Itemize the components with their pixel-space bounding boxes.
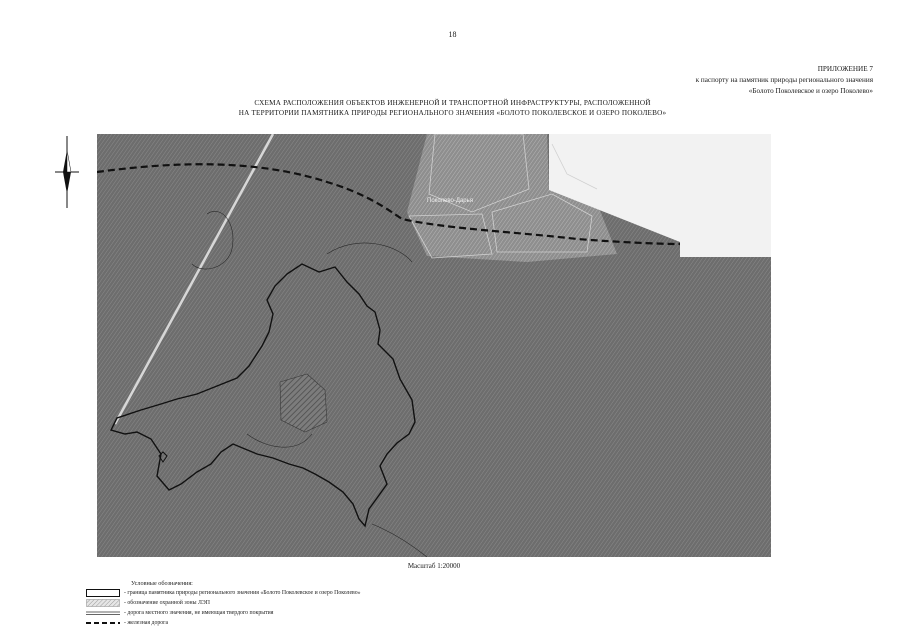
schema-title-line-2: НА ТЕРРИТОРИИ ПАМЯТНИКА ПРИРОДЫ РЕГИОНАЛЬНОГО ЗНАЧЕНИЯ «БОЛОТО ПОКОЛЕВСКОЕ И ОЗЕРО ПОКОЛЕВО» xyxy=(238,109,667,117)
schema-title-line-1: СХЕМА РАСПОЛОЖЕНИЯ ОБЪЕКТОВ ИНЖЕНЕРНОЙ И ТРАНСПОРТНОЙ ИНФРАСТРУКТУРЫ, РАСПОЛОЖЕННОЙ xyxy=(254,99,651,107)
appendix-title: ПРИЛОЖЕНИЕ 7 xyxy=(817,65,873,73)
legend-item-power-line-zone xyxy=(86,599,506,607)
boundary-legend-icon xyxy=(86,589,120,597)
appendix-subtitle-line-1: к паспорту на памятник природы регионального значения xyxy=(695,76,873,84)
map-place-label: Поколево-Дарья xyxy=(427,198,473,204)
legend-label: - обозначение охранной зоны ЛЭП xyxy=(124,600,210,606)
page-number: 18 xyxy=(448,30,457,39)
legend-title: Условные обозначения: xyxy=(131,580,193,587)
legend-label: - граница памятника природы регионального значения «Болото Поколевское и озеро Поколево» xyxy=(124,590,361,596)
legend-item-railway xyxy=(86,619,506,627)
legend-item-boundary xyxy=(86,589,506,597)
road-legend-icon xyxy=(86,609,120,617)
legend-item-local-road xyxy=(86,609,506,617)
hatched-legend-icon xyxy=(86,599,120,607)
legend-label: - дорога местного значения, не имеющая твердого покрытия xyxy=(124,610,274,616)
legend-label: - железная дорога xyxy=(124,620,169,626)
appendix-subtitle-line-2: «Болото Поколевское и озеро Поколево» xyxy=(748,87,873,95)
map-scale: Масштаб 1:20000 xyxy=(407,562,461,570)
north-arrow-icon xyxy=(55,136,79,213)
railway-legend-icon xyxy=(86,619,120,627)
